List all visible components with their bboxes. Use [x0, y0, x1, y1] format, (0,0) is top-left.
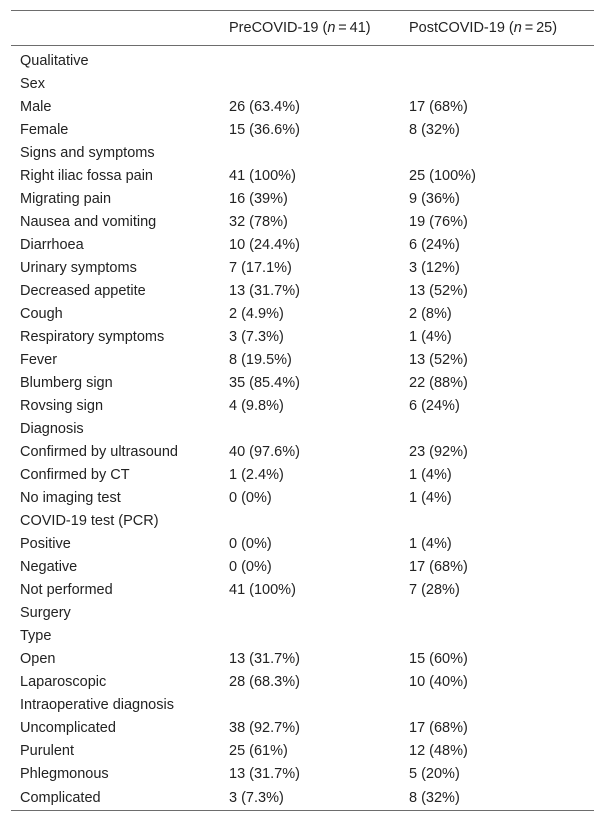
- row-postcovid-cell: 8 (32%): [409, 785, 594, 811]
- header-postcovid-n: n: [513, 20, 522, 36]
- row-label-cell: Intraoperative diagnosis: [20, 696, 174, 713]
- row-label-cell: Negative: [20, 558, 78, 575]
- table-row: [11, 118, 594, 141]
- row-label-cell: Migrating pain: [20, 190, 112, 207]
- table-row: [11, 279, 594, 302]
- row-precovid-cell: 1 (2.4%): [229, 466, 284, 483]
- row-precovid-cell: 25 (61%): [229, 742, 288, 759]
- table-row: [11, 72, 594, 95]
- table-row: [11, 555, 594, 578]
- row-postcovid-cell: [409, 509, 594, 532]
- table-row: [11, 187, 594, 210]
- row-label-cell: Male: [20, 98, 52, 115]
- row-postcovid-cell: 25 (100%): [409, 167, 476, 184]
- row-label-cell: Phlegmonous: [20, 765, 109, 782]
- table-row: [11, 233, 594, 256]
- header-precovid-suffix: = 41): [335, 20, 371, 36]
- row-label-cell: Type: [20, 627, 52, 644]
- row-precovid-cell: 3 (7.3%): [229, 328, 284, 345]
- row-label-cell: Not performed: [20, 581, 113, 598]
- table-row: [11, 256, 594, 279]
- table-row: [11, 325, 594, 348]
- row-precovid-cell: 41 (100%): [229, 167, 296, 184]
- row-postcovid-cell: 9 (36%): [409, 190, 460, 207]
- table-row: [11, 716, 594, 739]
- table-row: [11, 417, 594, 440]
- row-postcovid-cell: [409, 141, 594, 164]
- table-row: [11, 670, 594, 693]
- table-row: [11, 394, 594, 417]
- row-postcovid-cell: 15 (60%): [409, 650, 468, 667]
- table-row: [11, 141, 594, 164]
- row-label-cell: Confirmed by ultrasound: [20, 443, 178, 460]
- header-postcovid-prefix: PostCOVID-19 (: [409, 20, 514, 36]
- table-row: [11, 624, 594, 647]
- row-label-cell: Uncomplicated: [20, 719, 116, 736]
- table-row: [11, 210, 594, 233]
- row-precovid-cell: 26 (63.4%): [229, 98, 300, 115]
- row-postcovid-cell: 10 (40%): [409, 673, 468, 690]
- row-precovid-cell: 13 (31.7%): [229, 282, 300, 299]
- header-postcovid-suffix: = 25): [521, 20, 558, 36]
- table-row: [11, 578, 594, 601]
- row-postcovid-cell: 17 (68%): [409, 719, 468, 736]
- header-cell-label: [11, 11, 229, 46]
- row-precovid-cell: 3 (7.3%): [229, 785, 409, 811]
- row-postcovid-cell: 5 (20%): [409, 765, 460, 782]
- row-label-cell: Blumberg sign: [20, 374, 113, 391]
- row-label-cell: Nausea and vomiting: [20, 213, 157, 230]
- table-row: [11, 532, 594, 555]
- header-cell-precovid: [229, 11, 409, 46]
- row-label-cell: Sex: [20, 75, 45, 92]
- data-table: [11, 10, 594, 811]
- row-postcovid-cell: 1 (4%): [409, 535, 452, 552]
- row-precovid-cell: 38 (92.7%): [229, 719, 300, 736]
- table-body: [11, 46, 594, 811]
- row-postcovid-cell: 3 (12%): [409, 259, 460, 276]
- row-label-cell: Positive: [20, 535, 71, 552]
- row-precovid-cell: 40 (97.6%): [229, 443, 300, 460]
- row-label-cell: Diarrhoea: [20, 236, 84, 253]
- table-header: [11, 11, 594, 46]
- row-postcovid-cell: 1 (4%): [409, 466, 452, 483]
- row-label-cell: Qualitative: [20, 52, 89, 69]
- row-label-cell: Surgery: [20, 604, 71, 621]
- row-precovid-cell: 32 (78%): [229, 213, 288, 230]
- row-label-cell: Female: [20, 121, 69, 138]
- row-label-cell: Rovsing sign: [20, 397, 104, 414]
- header-precovid-n: n: [327, 20, 336, 36]
- row-postcovid-cell: 6 (24%): [409, 236, 460, 253]
- row-label-cell: COVID-19 test (PCR): [20, 512, 159, 529]
- row-label-cell: Right iliac fossa pain: [20, 167, 153, 184]
- row-precovid-cell: [229, 509, 409, 532]
- row-label-cell: No imaging test: [20, 489, 121, 506]
- row-postcovid-cell: 1 (4%): [409, 328, 452, 345]
- row-precovid-cell: 35 (85.4%): [229, 374, 300, 391]
- row-precovid-cell: 7 (17.1%): [229, 259, 292, 276]
- table-row: [11, 693, 594, 716]
- header-cell-postcovid: [409, 11, 594, 46]
- table-row: [11, 440, 594, 463]
- table-row: [11, 302, 594, 325]
- row-precovid-cell: [229, 601, 409, 624]
- table-row: [11, 601, 594, 624]
- row-precovid-cell: 0 (0%): [229, 535, 272, 552]
- data-table-container: [11, 10, 594, 811]
- row-postcovid-cell: 12 (48%): [409, 742, 468, 759]
- row-precovid-cell: [229, 624, 409, 647]
- row-label-cell: Urinary symptoms: [20, 259, 137, 276]
- row-postcovid-cell: [409, 624, 594, 647]
- table-row: [11, 509, 594, 532]
- row-precovid-cell: 16 (39%): [229, 190, 288, 207]
- row-postcovid-cell: 19 (76%): [409, 213, 468, 230]
- table-row: [11, 463, 594, 486]
- row-precovid-cell: 13 (31.7%): [229, 650, 300, 667]
- row-precovid-cell: [229, 693, 409, 716]
- header-precovid-prefix: PreCOVID-19 (: [229, 20, 328, 36]
- row-postcovid-cell: 23 (92%): [409, 443, 468, 460]
- table-row: [11, 486, 594, 509]
- row-precovid-cell: 28 (68.3%): [229, 673, 300, 690]
- table-row: [11, 46, 594, 73]
- row-label-cell: Confirmed by CT: [20, 466, 130, 483]
- row-label-cell: Diagnosis: [20, 420, 84, 437]
- row-label-cell: Purulent: [20, 742, 75, 759]
- table-row: [11, 785, 594, 811]
- row-label-cell: Signs and symptoms: [20, 144, 155, 161]
- table-row: [11, 371, 594, 394]
- row-precovid-cell: [229, 417, 409, 440]
- table-row: [11, 164, 594, 187]
- row-precovid-cell: [229, 46, 409, 73]
- row-precovid-cell: 4 (9.8%): [229, 397, 284, 414]
- row-precovid-cell: 2 (4.9%): [229, 305, 284, 322]
- row-postcovid-cell: 22 (88%): [409, 374, 468, 391]
- row-precovid-cell: [229, 141, 409, 164]
- row-precovid-cell: 0 (0%): [229, 558, 272, 575]
- row-precovid-cell: 15 (36.6%): [229, 121, 300, 138]
- row-postcovid-cell: 7 (28%): [409, 581, 460, 598]
- row-label-cell: Laparoscopic: [20, 673, 107, 690]
- table-row: [11, 348, 594, 371]
- table-row: [11, 95, 594, 118]
- row-precovid-cell: 13 (31.7%): [229, 765, 300, 782]
- row-label-cell: Respiratory symptoms: [20, 328, 165, 345]
- table-row: [11, 739, 594, 762]
- table-row: [11, 647, 594, 670]
- row-postcovid-cell: [409, 693, 594, 716]
- row-label-cell: Complicated: [11, 785, 229, 811]
- row-postcovid-cell: [409, 46, 594, 73]
- row-postcovid-cell: [409, 601, 594, 624]
- row-postcovid-cell: 2 (8%): [409, 305, 452, 322]
- row-postcovid-cell: 1 (4%): [409, 489, 452, 506]
- row-postcovid-cell: 6 (24%): [409, 397, 460, 414]
- row-postcovid-cell: [409, 417, 594, 440]
- row-postcovid-cell: 8 (32%): [409, 121, 460, 138]
- row-postcovid-cell: 13 (52%): [409, 351, 468, 368]
- row-postcovid-cell: 17 (68%): [409, 98, 468, 115]
- row-postcovid-cell: 17 (68%): [409, 558, 468, 575]
- row-postcovid-cell: 13 (52%): [409, 282, 468, 299]
- row-label-cell: Open: [20, 650, 56, 667]
- row-label-cell: Fever: [20, 351, 58, 368]
- table-row: [11, 762, 594, 785]
- row-postcovid-cell: [409, 72, 594, 95]
- row-label-cell: Cough: [20, 305, 63, 322]
- row-label-cell: Decreased appetite: [20, 282, 146, 299]
- row-precovid-cell: 8 (19.5%): [229, 351, 292, 368]
- row-precovid-cell: [229, 72, 409, 95]
- row-precovid-cell: 41 (100%): [229, 581, 296, 598]
- header-row: [11, 11, 594, 46]
- row-precovid-cell: 0 (0%): [229, 489, 272, 506]
- row-precovid-cell: 10 (24.4%): [229, 236, 300, 253]
